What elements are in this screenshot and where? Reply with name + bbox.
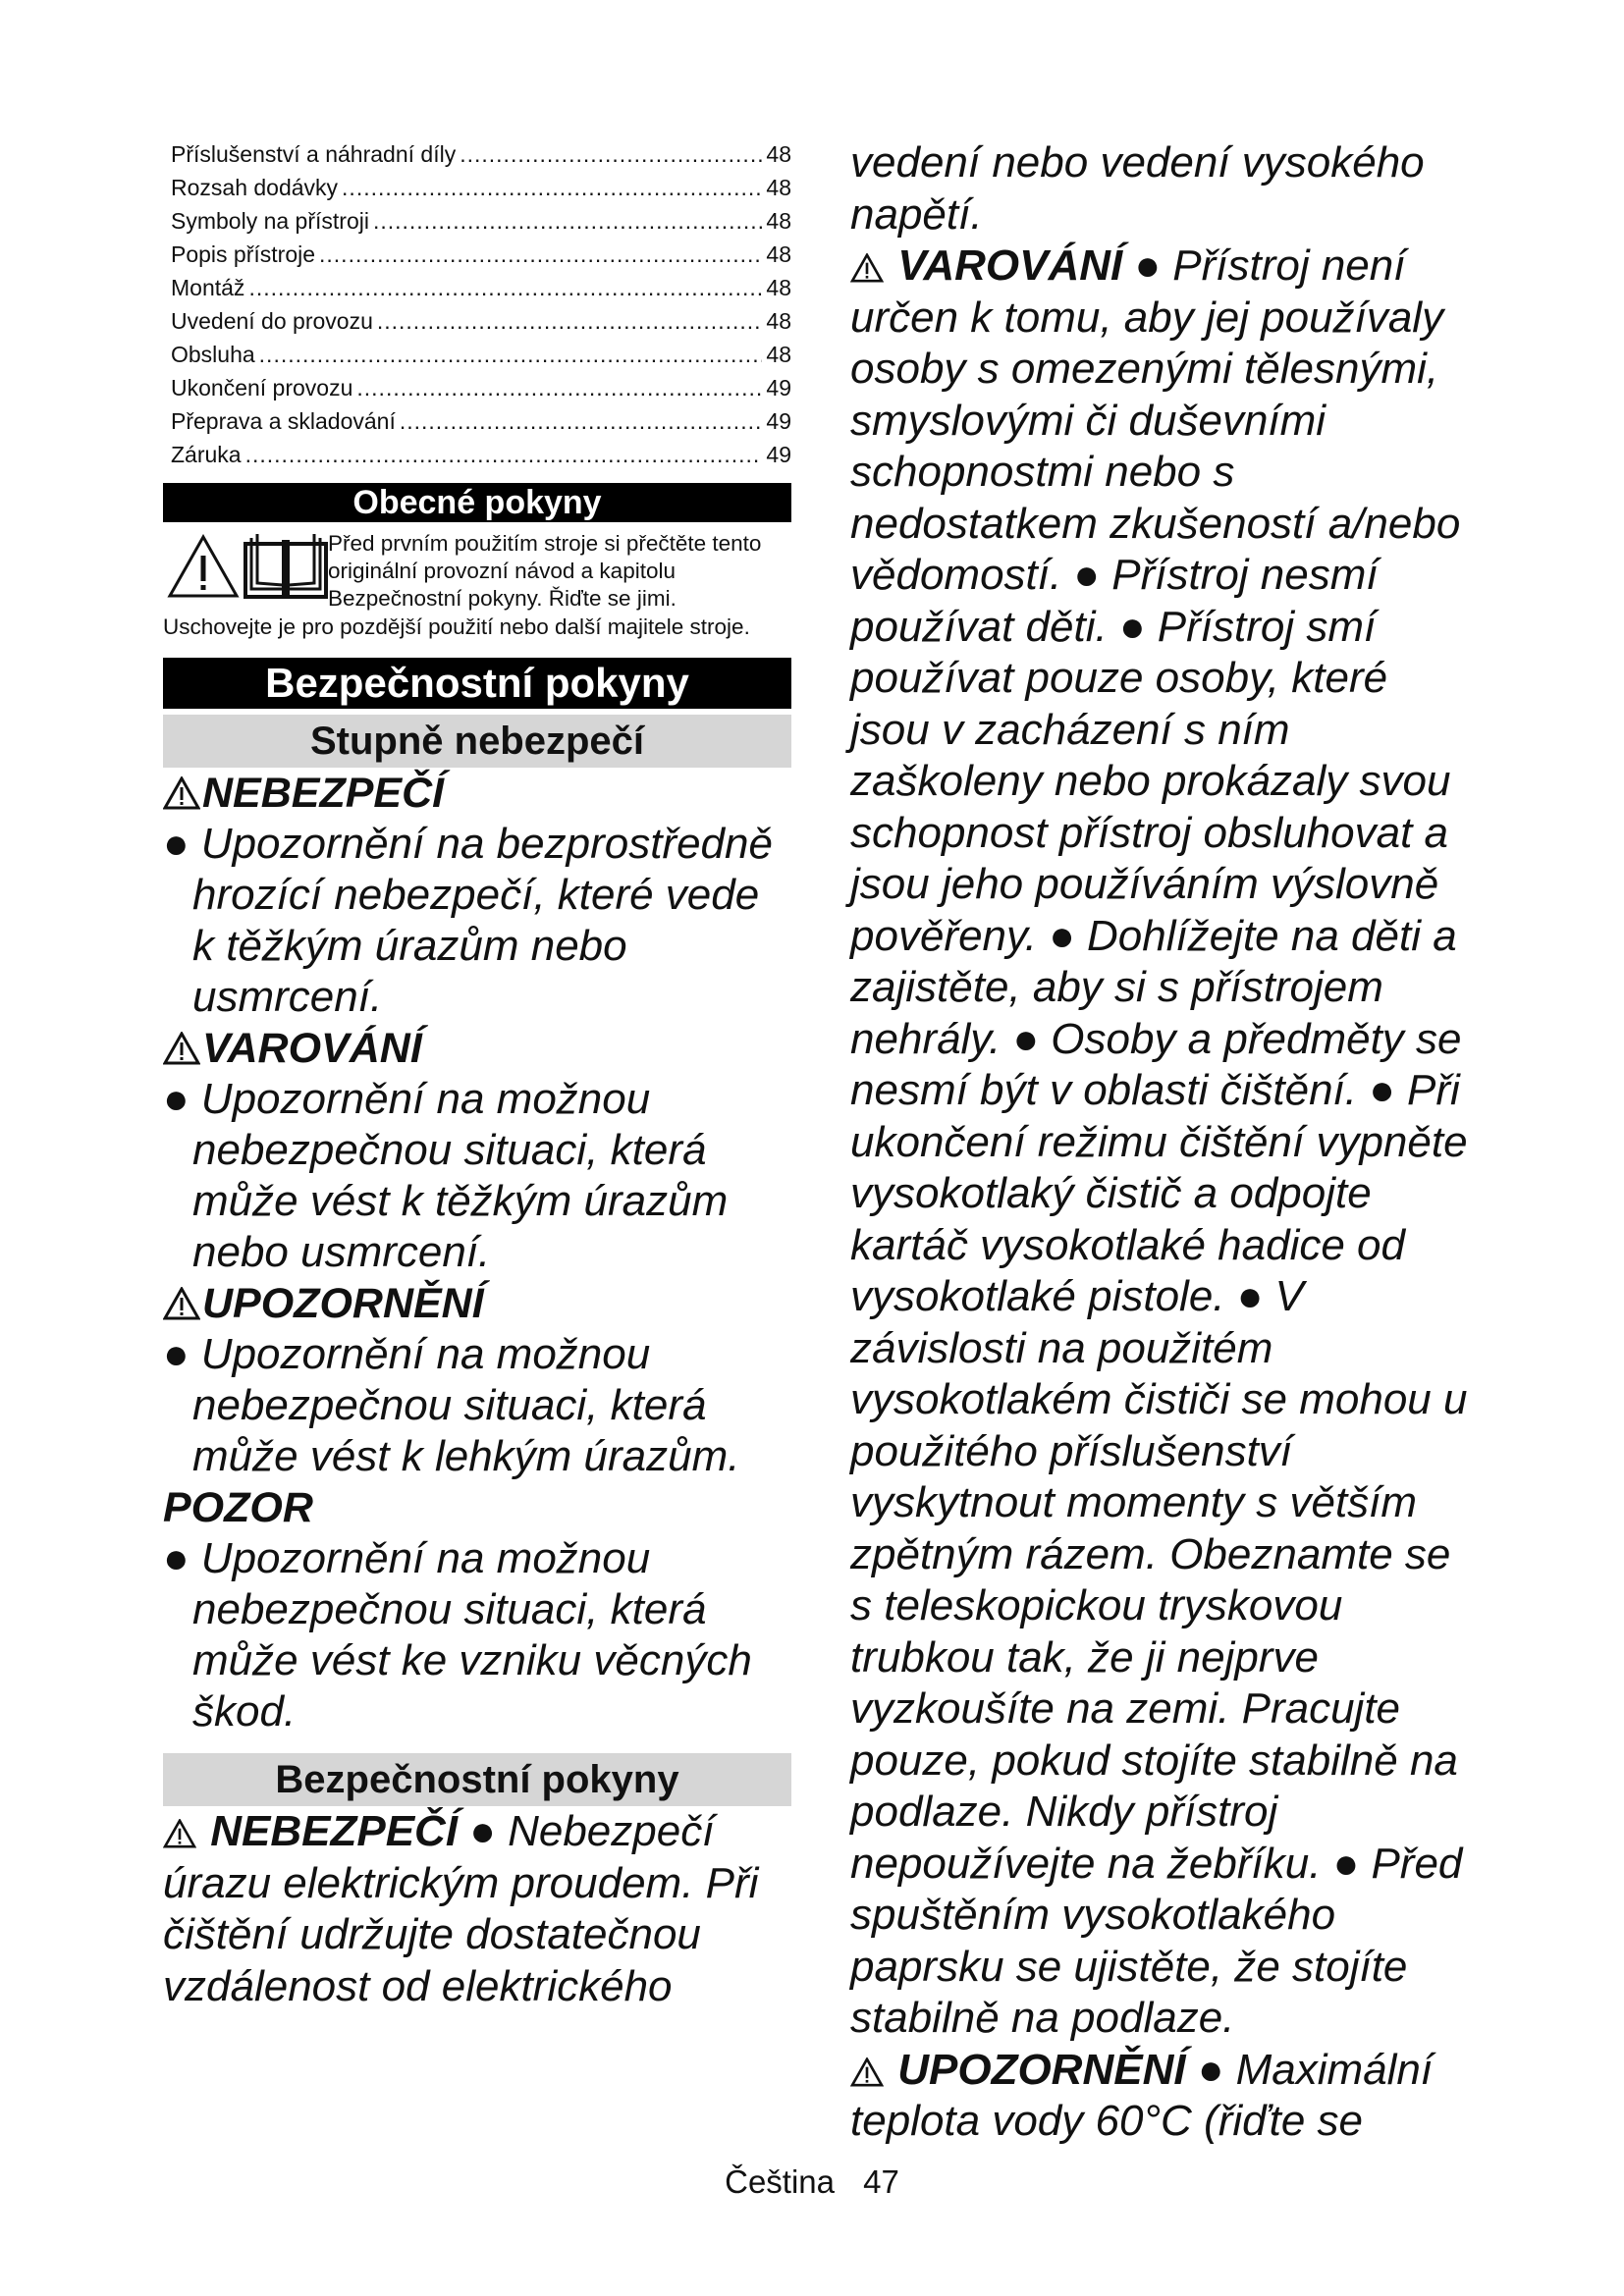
warning-triangle-icon [167, 534, 240, 599]
warning-triangle-icon [850, 253, 884, 283]
level-warning-heading: VAROVÁNÍ [163, 1023, 791, 1074]
toc-row[interactable]: Příslušenství a náhradní díly ..... 48 [171, 137, 791, 171]
toc-row[interactable]: Symboly na přístroji ..... 48 [171, 204, 791, 238]
level-notice-text: ● Upozornění na možnou nebezpečnou situaci, která může vést ke vzniku věcných škod. [163, 1534, 752, 1735]
general-intro [163, 526, 791, 620]
intro-text: Před prvním použitím stroje si přečtěte tento originální provozní návod a kapitolu Bezpečnostní pokyny. Řiďte se jimi. [328, 531, 762, 611]
warning-triangle-icon [163, 1287, 200, 1320]
level-danger-text: ● Upozornění na bezprostředně hrozící nebezpečí, které vede k těžkým úrazům nebo usmrcení. [163, 820, 773, 1021]
continuation-text: vedení nebo vedení vysokého napětí. [850, 138, 1425, 239]
left-danger-paragraph: NEBEZPEČÍ ● Nebezpečí úrazu elektrickým proudem. Při čištění udržujte dostatečnou vzdálenost od elektrického [163, 1807, 759, 2010]
toc-row[interactable]: Popis přístroje ..... 48 [171, 238, 791, 271]
warning-paragraph: VAROVÁNÍ ● Přístroj není určen k tomu, aby jej používaly osoby s omezenými tělesnými, smyslovými či duševními schopnostmi nebo s nedostatkem zkušeností a/nebo vědomostí. ● Přístroj nesmí používat děti. ● Přístroj smí používat pouze osoby, které jsou v zacházení s ním zaškoleny nebo prokázaly svou schopnost přístroj obsluhovat a jsou jeho používáním výslovně pověřeny. ● Dohlížejte na děti a zajistěte, aby si s přístrojem nehrály. ● Osoby a předměty se nesmí být v oblasti čištění. ● Při ukončení režimu čištění vypněte vysokotlaký čistič a odpojte kartáč vysokotlaké hadice od vysokotlaké pistole. ● V závislosti na použitém vysokotlakém čističi se mohou u použitého příslušenství vyskytnout momenty s větším zpětným rázem. Obeznamte se s teleskopickou tryskovou trubkou tak, že ji nejprve vyzkoušíte na zemi. Pracujte pouze, pokud stojíte stabilně na podlaze. Nikdy přístroj nepoužívejte na žebříku. ● Před spuštěním vysokotlakého paprsku se ujistěte, že stojíte stabilně na podlaze. [850, 241, 1468, 2042]
warning-triangle-icon [850, 2057, 884, 2087]
level-warning-text: ● Upozornění na možnou nebezpečnou situaci, která může vést k těžkým úrazům nebo usmrcení. [163, 1075, 729, 1276]
footer-language: Čeština [725, 2163, 835, 2200]
table-of-contents [171, 137, 791, 471]
toc-row[interactable]: Uvedení do provozu ..... 48 [171, 304, 791, 338]
level-caution-heading: UPOZORNĚNÍ [163, 1278, 791, 1329]
warning-triangle-icon [163, 1819, 196, 1848]
section-heading-safety: Bezpečnostní pokyny [163, 658, 791, 709]
toc-row[interactable]: Montáž ..... 48 [171, 271, 791, 304]
subheading-safety-instructions: Bezpečnostní pokyny [163, 1753, 791, 1806]
warning-triangle-icon [163, 776, 200, 810]
toc-row[interactable]: Ukončení provozu ..... 49 [171, 371, 791, 404]
toc-row[interactable]: Rozsah dodávky ..... 48 [171, 171, 791, 204]
subheading-hazard-levels: Stupně nebezpečí [163, 715, 791, 768]
section-heading-general: Obecné pokyny [163, 483, 791, 522]
warning-triangle-icon [163, 1032, 200, 1065]
level-danger-heading: NEBEZPEČÍ [163, 768, 791, 819]
intro-continuation: Uschovejte je pro pozdější použití nebo další majitele stroje. [163, 614, 750, 639]
level-caution-text: ● Upozornění na možnou nebezpečnou situaci, která může vést k lehkým úrazům. [163, 1330, 740, 1480]
toc-row[interactable]: Záruka ..... 49 [171, 438, 791, 471]
caution-paragraph: UPOZORNĚNÍ ● Maximální teplota vody 60°C (řiďte se [850, 2045, 1434, 2145]
level-notice-heading: POZOR [163, 1484, 313, 1531]
left-column [163, 137, 791, 2012]
footer-page-number: 47 [863, 2163, 899, 2200]
toc-row[interactable]: Přeprava a skladování ..... 49 [171, 404, 791, 438]
page-footer [0, 2163, 1624, 2201]
right-column [850, 137, 1479, 2148]
toc-row[interactable]: Obsluha ..... 48 [171, 338, 791, 371]
manual-book-icon [240, 530, 332, 603]
